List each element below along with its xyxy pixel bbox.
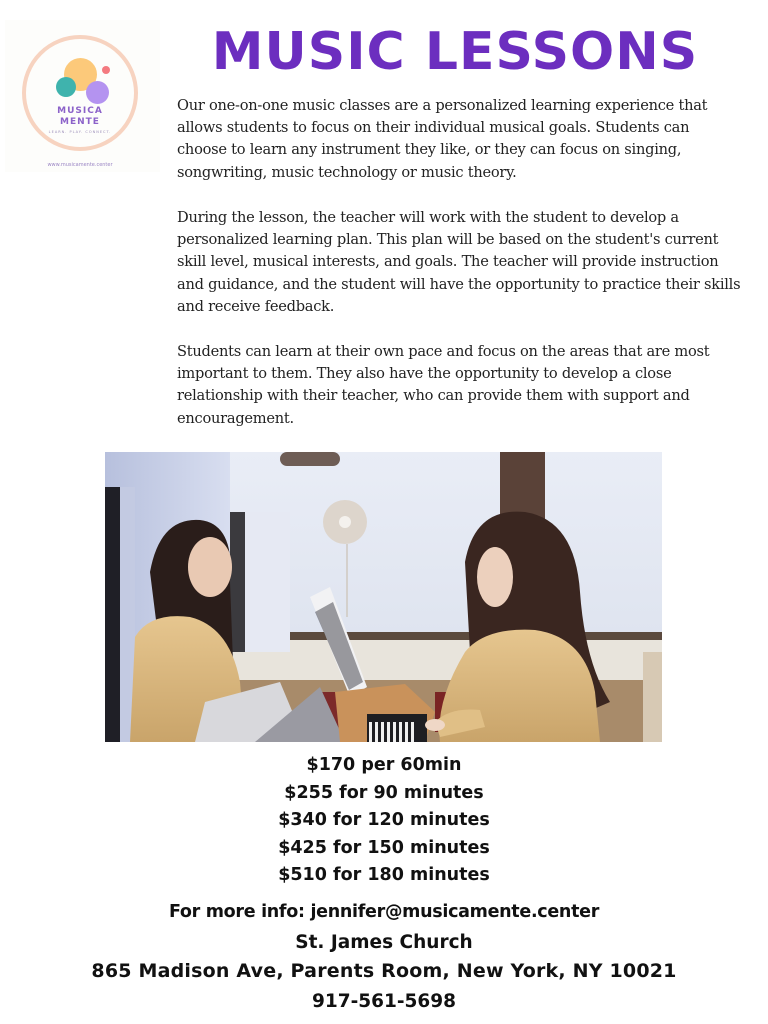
- benefits-paragraph: Students can learn at their own pace and focus on the areas that are most important to them. They also have the opportunity to develop a close relationship with their teacher, who can provide them with support and encouragement.: [177, 343, 710, 427]
- price-90min: $255 for 90 minutes: [284, 782, 484, 803]
- intro-paragraph: Our one-on-one music classes are a personalized learning experience that allows students to focus on their individual musical goals. Students can choose to learn any instrument they like, or they can focus on singing, songwriting, music technology or music theory.: [177, 97, 708, 181]
- contact-email[interactable]: For more info: jennifer@musicamente.center: [168, 902, 600, 922]
- page-title: MUSIC LESSONS: [211, 22, 699, 82]
- price-60min: $170 per 60min: [306, 755, 462, 775]
- logo-teal-circle-icon: [56, 77, 76, 97]
- logo-tagline: LEARN. PLAY. CONNECT.: [48, 130, 112, 134]
- logo-url: www.musicamente.center: [47, 162, 113, 168]
- price-180min: $510 for 180 minutes: [278, 865, 490, 885]
- logo-name-line1: MUSICA: [57, 106, 103, 116]
- price-150min: $425 for 150 minutes: [278, 837, 490, 858]
- contact-address: 865 Madison Ave, Parents Room, New York, NY 10021: [91, 960, 677, 982]
- contact-info: [0, 898, 768, 1016]
- logo-name-line2: MENTE: [60, 117, 100, 127]
- piano-photo-illustration: [105, 452, 662, 742]
- logo-purple-circle-icon: [86, 81, 109, 104]
- logo-pink-circle-icon: [102, 66, 110, 74]
- lesson-plan-paragraph: During the lesson, the teacher will work with the student to develop a personalized learning plan. This plan will be based on the student's current skill level, musical interests, and goals. The teacher will provide instruction and guidance, and the student will have the opportunity to practice their skills and receive feedback.: [177, 209, 741, 315]
- contact-venue: St. James Church: [295, 931, 473, 953]
- pricing-list: [200, 752, 568, 890]
- contact-phone[interactable]: 917-561-5698: [311, 990, 457, 1012]
- price-120min: $340 for 120 minutes: [278, 810, 490, 830]
- piano-photo: [105, 452, 662, 742]
